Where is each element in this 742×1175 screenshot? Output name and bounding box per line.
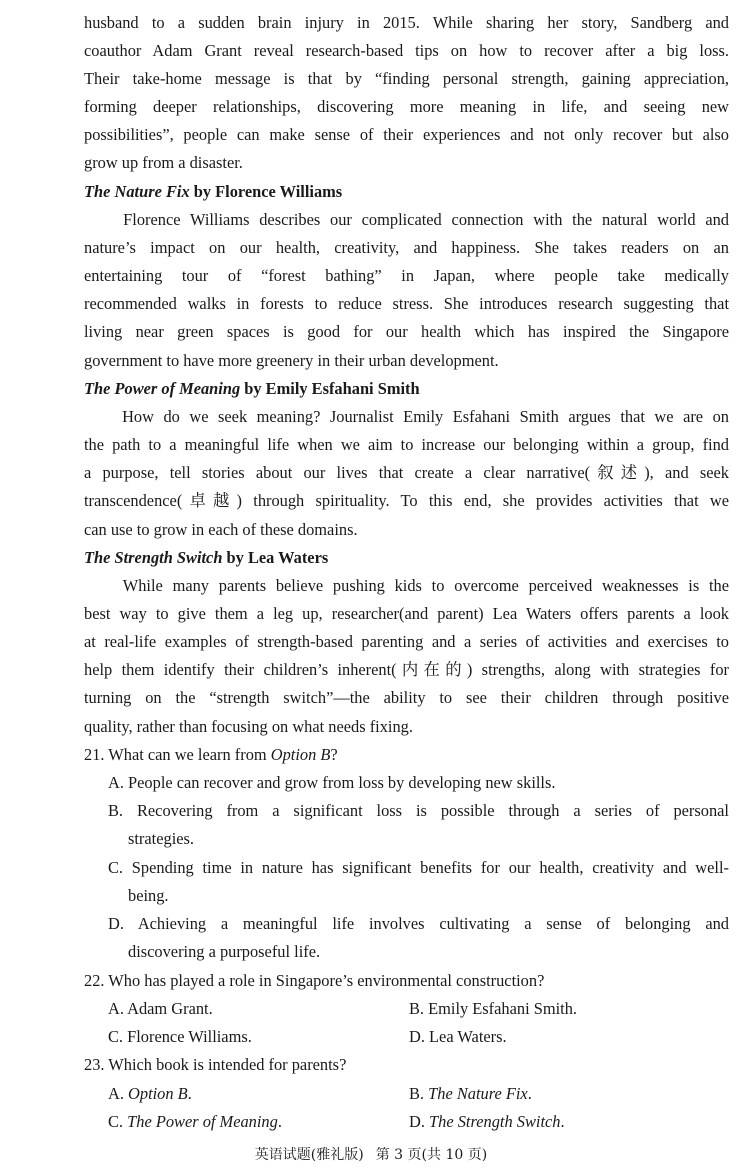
passage-line: forming deeper relationships, discovering more meaning in life, and seeing new — [84, 97, 729, 116]
q23-option-c[interactable] — [108, 1112, 282, 1132]
passage-line: help them identify their children’s inherent(内在的) strengths, along with strategies for — [84, 660, 729, 679]
passage-line: Florence Williams describes our complicated connection with the natural world and — [84, 210, 729, 229]
q22-option-b[interactable]: B. Emily Esfahani Smith. — [409, 999, 577, 1018]
book-author: by Florence Williams — [189, 182, 343, 201]
option-letter: C. — [108, 1112, 128, 1131]
book-title: The Power of Meaning — [84, 379, 241, 398]
passage-line: recommended walks in forests to reduce stress. She introduces research suggesting that — [84, 294, 729, 313]
passage-line: Their take-home message is that by “finding personal strength, gaining appreciation, — [84, 69, 729, 88]
q21-option-d[interactable]: D. Achieving a meaningful life involves cultivating a sense of belonging and — [108, 914, 729, 933]
q22-option-c[interactable]: C. Florence Williams. — [108, 1027, 252, 1046]
option-punct: . — [527, 1084, 532, 1103]
question-22-stem: 22. Who has played a role in Singapore’s environmental construction? — [84, 971, 545, 990]
q23-option-d[interactable] — [409, 1112, 565, 1132]
q21-option-d-cont: discovering a purposeful life. — [128, 942, 321, 961]
passage-line: turning on the “strength switch”—the ability to see their children through positive — [84, 688, 729, 707]
footer-subject: 英语试题(雅礼版) — [254, 1147, 364, 1163]
question-21-stem — [84, 745, 338, 765]
stem-text: ? — [330, 745, 338, 764]
q21-option-a[interactable]: A. People can recover and grow from loss by developing new skills. — [108, 773, 556, 792]
footer-page-number: 第 3 页(共 10 页) — [375, 1147, 488, 1163]
passage-line: While many parents believe pushing kids to overcome perceived weaknesses is the — [84, 576, 729, 595]
book-author: by Lea Waters — [222, 548, 329, 567]
book-heading-strength-switch — [84, 548, 328, 568]
option-punct: . — [187, 1084, 192, 1103]
book-title: The Strength Switch — [84, 548, 223, 567]
passage-line: nature’s impact on our health, creativity, and happiness. She takes readers on an — [84, 238, 729, 257]
passage-line: quality, rather than focusing on what needs fixing. — [84, 717, 413, 736]
passage-line: possibilities”, people can make sense of their experiences and not only recover but also — [84, 125, 729, 144]
book-author: by Emily Esfahani Smith — [240, 379, 420, 398]
stem-italic: Option B — [270, 745, 331, 764]
passage-line: best way to give them a leg up, researcher(and parent) Lea Waters offers parents a look — [84, 604, 729, 623]
option-letter: B. — [409, 1084, 429, 1103]
option-title: The Strength Switch — [429, 1112, 561, 1131]
passage-line: husband to a sudden brain injury in 2015. While sharing her story, Sandberg and — [84, 13, 729, 32]
passage-line: How do we seek meaning? Journalist Emily Esfahani Smith argues that we are on — [84, 407, 729, 426]
option-letter: D. — [409, 1112, 430, 1131]
passage-line: the path to a meaningful life when we aim to increase our belonging within a group, find — [84, 435, 729, 454]
page-footer — [0, 1144, 742, 1164]
q23-option-b[interactable] — [409, 1084, 532, 1104]
q22-option-d[interactable]: D. Lea Waters. — [409, 1027, 507, 1046]
passage-line: living near green spaces is good for our health which has inspired the Singapore — [84, 322, 729, 341]
q21-option-c[interactable]: C. Spending time in nature has significant benefits for our health, creativity and well- — [108, 858, 729, 877]
q21-option-c-cont: being. — [128, 886, 169, 905]
option-title: Option B — [128, 1084, 188, 1103]
question-23-stem: 23. Which book is intended for parents? — [84, 1055, 347, 1074]
q23-option-a[interactable] — [108, 1084, 192, 1104]
book-heading-power-of-meaning — [84, 379, 420, 399]
passage-line: a purpose, tell stories about our lives that create a clear narrative(叙述), and seek — [84, 463, 729, 482]
option-title: The Power of Meaning — [127, 1112, 278, 1131]
passage-line: transcendence(卓越) through spirituality. To this end, she provides activities that we — [84, 491, 729, 510]
passage-line: entertaining tour of “forest bathing” in Japan, where people take medically — [84, 266, 729, 285]
passage-line: grow up from a disaster. — [84, 153, 243, 172]
book-title: The Nature Fix — [84, 182, 190, 201]
passage-line: government to have more greenery in their urban development. — [84, 351, 499, 370]
option-letter: A. — [108, 1084, 129, 1103]
q21-option-b-cont: strategies. — [128, 829, 194, 848]
passage-line: can use to grow in each of these domains. — [84, 520, 358, 539]
q22-option-a[interactable]: A. Adam Grant. — [108, 999, 213, 1018]
passage-line: coauthor Adam Grant reveal research-based tips on how to recover after a big loss. — [84, 41, 729, 60]
option-punct: . — [560, 1112, 565, 1131]
option-punct: . — [277, 1112, 282, 1131]
option-title: The Nature Fix — [428, 1084, 528, 1103]
q21-option-b[interactable]: B. Recovering from a significant loss is possible through a series of personal — [108, 801, 729, 820]
book-heading-nature-fix — [84, 182, 342, 202]
stem-text: 21. What can we learn from — [84, 745, 271, 764]
passage-line: at real-life examples of strength-based parenting and a series of activities and exercises to — [84, 632, 729, 651]
